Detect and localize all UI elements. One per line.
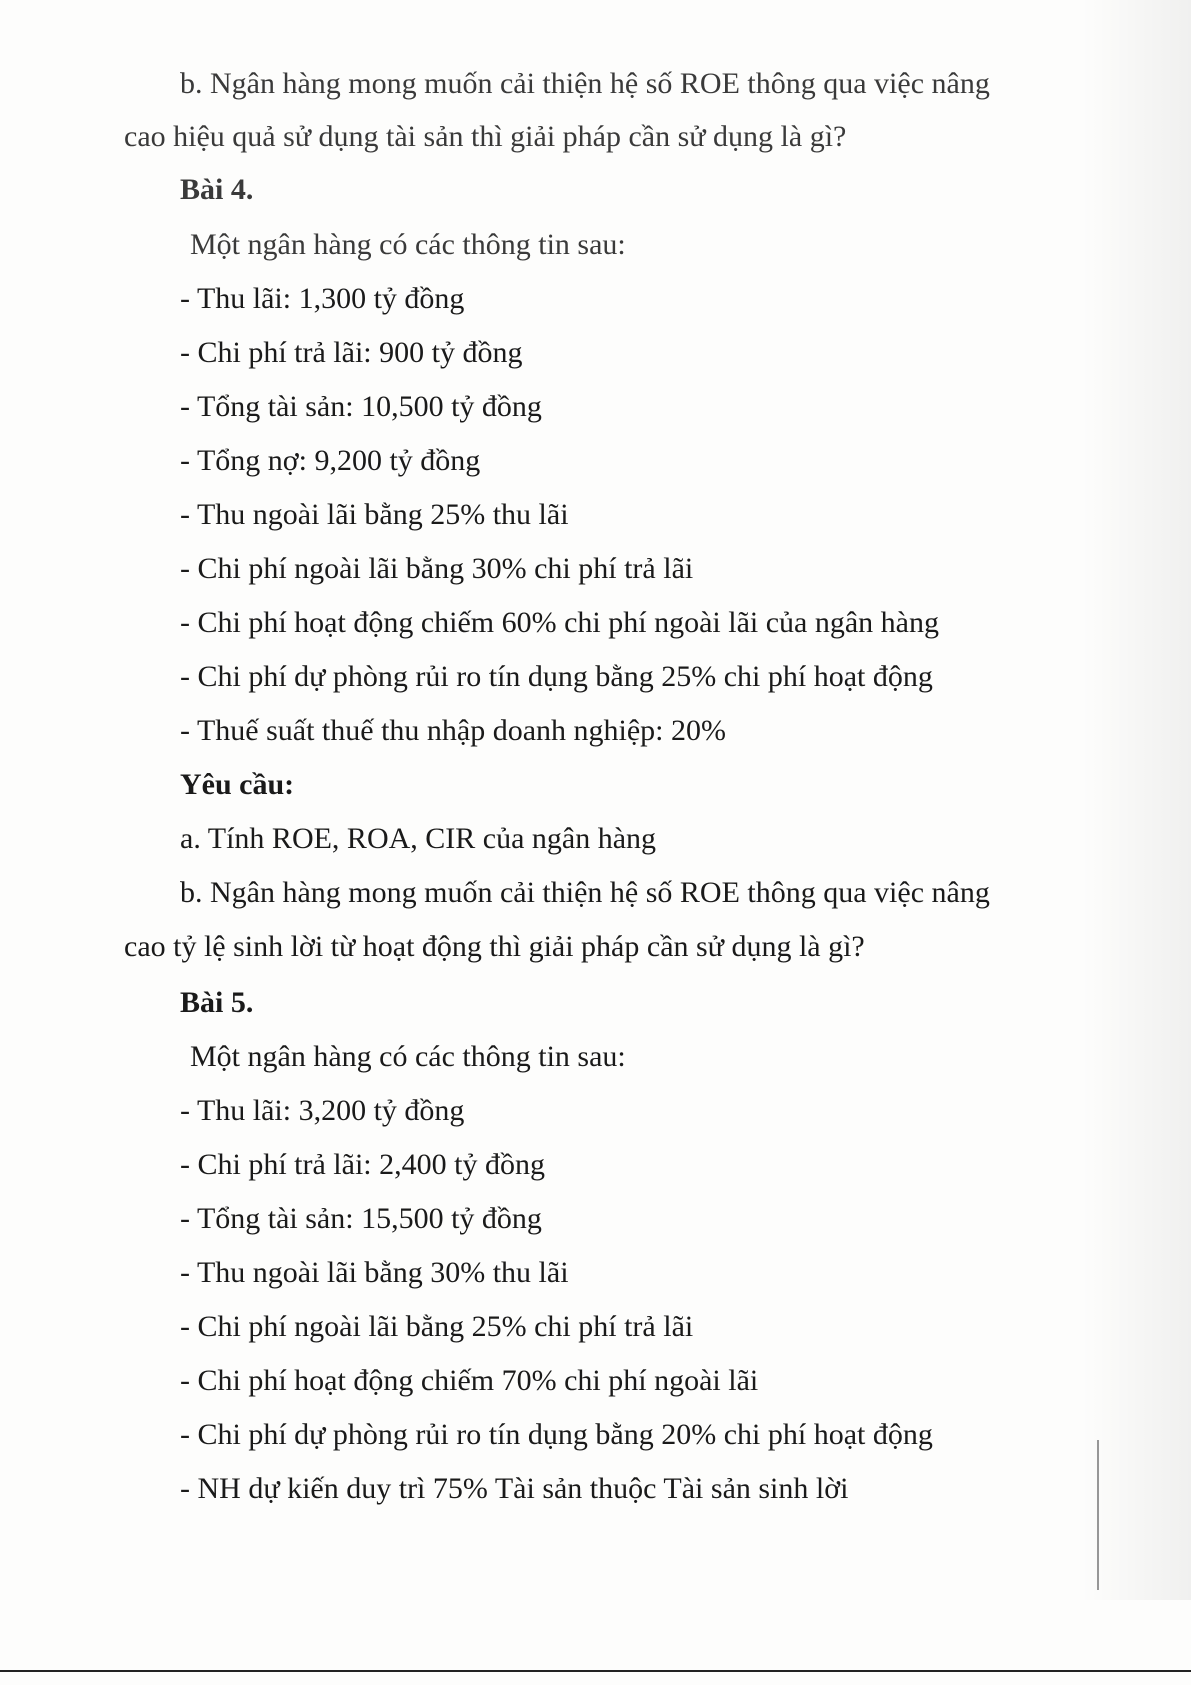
heading-yeu-cau: Yêu cầu: <box>180 768 295 801</box>
list-item: - Thuế suất thuế thu nhập doanh nghiệp: 20% <box>180 714 727 747</box>
list-item: - Chi phí trả lãi: 2,400 tỷ đồng <box>180 1148 545 1181</box>
question-b-line2: cao tỷ lệ sinh lời từ hoạt động thì giải pháp cần sử dụng là gì? <box>124 930 865 963</box>
page-edge-shadow <box>1081 0 1191 1600</box>
list-item: - Chi phí trả lãi: 900 tỷ đồng <box>180 336 523 369</box>
heading-bai-5: Bài 5. <box>180 986 254 1019</box>
page-edge-line <box>1097 1440 1099 1590</box>
list-item: - Chi phí hoạt động chiếm 70% chi phí ngoài lãi <box>180 1364 759 1397</box>
intro-bai-5: Một ngân hàng có các thông tin sau: <box>190 1040 626 1073</box>
list-item: - Thu lãi: 1,300 tỷ đồng <box>180 282 465 315</box>
list-item: - Chi phí ngoài lãi bằng 30% chi phí trả lãi <box>180 552 694 585</box>
list-item: - Chi phí dự phòng rủi ro tín dụng bằng 20% chi phí hoạt động <box>180 1418 933 1451</box>
list-item: - Thu ngoài lãi bằng 30% thu lãi <box>180 1256 569 1289</box>
list-item: - Chi phí ngoài lãi bằng 25% chi phí trả lãi <box>180 1310 694 1343</box>
list-item: - Thu ngoài lãi bằng 25% thu lãi <box>180 498 569 531</box>
question-b-bai3-line2: cao hiệu quả sử dụng tài sản thì giải pháp cần sử dụng là gì? <box>124 120 847 153</box>
intro-bai-4: Một ngân hàng có các thông tin sau: <box>190 228 626 261</box>
question-a: a. Tính ROE, ROA, CIR của ngân hàng <box>180 822 657 855</box>
bottom-rule <box>0 1670 1191 1672</box>
list-item: - Thu lãi: 3,200 tỷ đồng <box>180 1094 465 1127</box>
list-item: - Tổng tài sản: 10,500 tỷ đồng <box>180 390 542 423</box>
list-item: - Tổng nợ: 9,200 tỷ đồng <box>180 444 481 477</box>
list-item: - Chi phí hoạt động chiếm 60% chi phí ngoài lãi của ngân hàng <box>180 606 939 639</box>
heading-bai-4: Bài 4. <box>180 173 254 206</box>
list-item: - Tổng tài sản: 15,500 tỷ đồng <box>180 1202 542 1235</box>
question-b-line1: b. Ngân hàng mong muốn cải thiện hệ số ROE thông qua việc nâng <box>180 876 990 909</box>
list-item: - Chi phí dự phòng rủi ro tín dụng bằng 25% chi phí hoạt động <box>180 660 933 693</box>
question-b-bai3-line1: b. Ngân hàng mong muốn cải thiện hệ số ROE thông qua việc nâng <box>180 67 990 100</box>
list-item: - NH dự kiến duy trì 75% Tài sản thuộc Tài sản sinh lời <box>180 1472 849 1505</box>
